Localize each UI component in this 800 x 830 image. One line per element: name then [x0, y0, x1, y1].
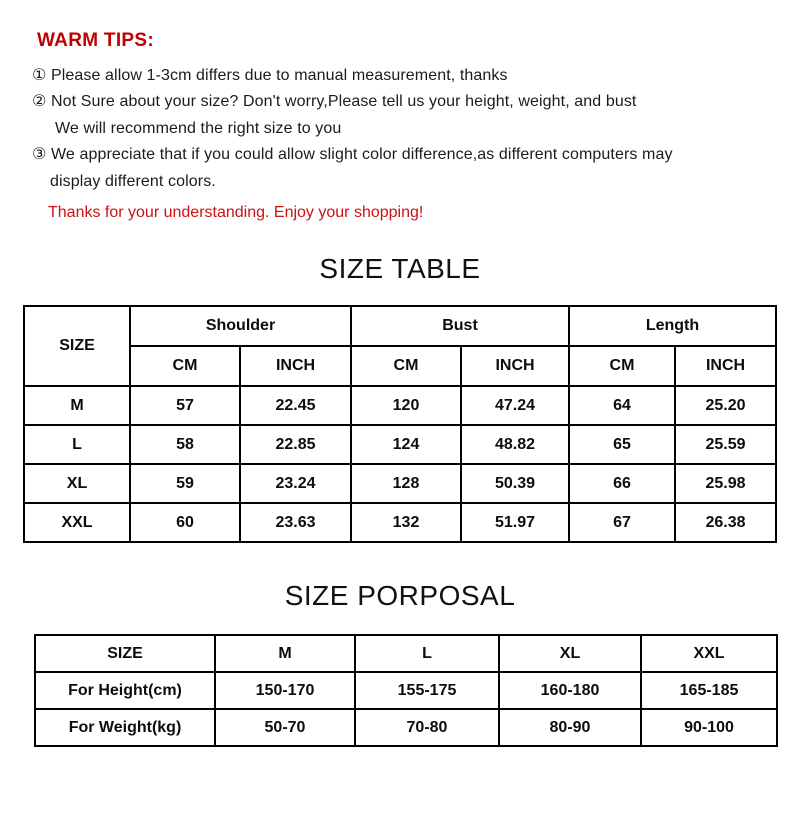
warm-tips-title: WARM TIPS: [37, 30, 154, 51]
value-cell: 128 [351, 464, 461, 503]
unit-header-bust-inch: INCH [461, 346, 569, 386]
value-cell: 23.63 [240, 503, 351, 542]
tip-3-line-1: ③ We appreciate that if you could allow slight color difference,as different computers may [32, 146, 673, 164]
value-cell: 67 [569, 503, 675, 542]
thanks-note: Thanks for your understanding. Enjoy your shopping! [48, 204, 424, 222]
size-table-unit-header-row [24, 346, 776, 386]
value-cell: 58 [130, 425, 240, 464]
unit-header-length-inch: INCH [675, 346, 776, 386]
value-cell: 59 [130, 464, 240, 503]
value-cell: 50-70 [215, 709, 355, 746]
value-cell: 25.98 [675, 464, 776, 503]
size-cell: XXL [24, 503, 130, 542]
value-cell: 64 [569, 386, 675, 425]
size-table-row-m [24, 386, 776, 425]
porposal-size-header-xl: XL [499, 635, 641, 672]
porposal-header-row [35, 635, 777, 672]
value-cell: 60 [130, 503, 240, 542]
value-cell: 160-180 [499, 672, 641, 709]
porposal-corner-header: SIZE [35, 635, 215, 672]
size-table-group-length: Length [569, 306, 776, 346]
value-cell: 120 [351, 386, 461, 425]
size-table-row-l [24, 425, 776, 464]
tip-3-line-2: display different colors. [50, 172, 216, 190]
row-label-cell: For Height(cm) [35, 672, 215, 709]
size-porposal-table [34, 634, 778, 747]
size-table-row-xl [24, 464, 776, 503]
size-cell: XL [24, 464, 130, 503]
value-cell: 132 [351, 503, 461, 542]
size-table-title: SIZE TABLE [319, 253, 481, 285]
size-porposal-title: SIZE PORPOSAL [284, 580, 516, 612]
size-cell: L [24, 425, 130, 464]
unit-header-shoulder-inch: INCH [240, 346, 351, 386]
unit-header-bust-cm: CM [351, 346, 461, 386]
size-table [23, 305, 777, 543]
tip-1: ① Please allow 1-3cm differs due to manual measurement, thanks [32, 67, 508, 84]
value-cell: 23.24 [240, 464, 351, 503]
value-cell: 165-185 [641, 672, 777, 709]
value-cell: 47.24 [461, 386, 569, 425]
value-cell: 25.20 [675, 386, 776, 425]
warm-tips-section [0, 30, 800, 226]
size-table-group-header-row [24, 306, 776, 346]
value-cell: 65 [569, 425, 675, 464]
porposal-height-row [35, 672, 777, 709]
value-cell: 50.39 [461, 464, 569, 503]
value-cell: 26.38 [675, 503, 776, 542]
tip-2-line-1: ② Not Sure about your size? Don't worry,Please tell us your height, weight, and bust [32, 93, 637, 111]
value-cell: 22.45 [240, 386, 351, 425]
size-table-corner-header: SIZE [24, 306, 130, 386]
value-cell: 51.97 [461, 503, 569, 542]
row-label-cell: For Weight(kg) [35, 709, 215, 746]
porposal-size-header-m: M [215, 635, 355, 672]
value-cell: 66 [569, 464, 675, 503]
value-cell: 48.82 [461, 425, 569, 464]
unit-header-shoulder-cm: CM [130, 346, 240, 386]
value-cell: 124 [351, 425, 461, 464]
value-cell: 80-90 [499, 709, 641, 746]
unit-header-length-cm: CM [569, 346, 675, 386]
value-cell: 90-100 [641, 709, 777, 746]
porposal-weight-row [35, 709, 777, 746]
size-chart-page [0, 30, 800, 830]
value-cell: 57 [130, 386, 240, 425]
value-cell: 70-80 [355, 709, 499, 746]
value-cell: 150-170 [215, 672, 355, 709]
porposal-size-header-xxl: XXL [641, 635, 777, 672]
size-cell: M [24, 386, 130, 425]
size-table-group-bust: Bust [351, 306, 569, 346]
size-table-group-shoulder: Shoulder [130, 306, 351, 346]
porposal-size-header-l: L [355, 635, 499, 672]
size-table-row-xxl [24, 503, 776, 542]
value-cell: 25.59 [675, 425, 776, 464]
value-cell: 22.85 [240, 425, 351, 464]
tip-2-line-2: We will recommend the right size to you [55, 119, 342, 137]
value-cell: 155-175 [355, 672, 499, 709]
